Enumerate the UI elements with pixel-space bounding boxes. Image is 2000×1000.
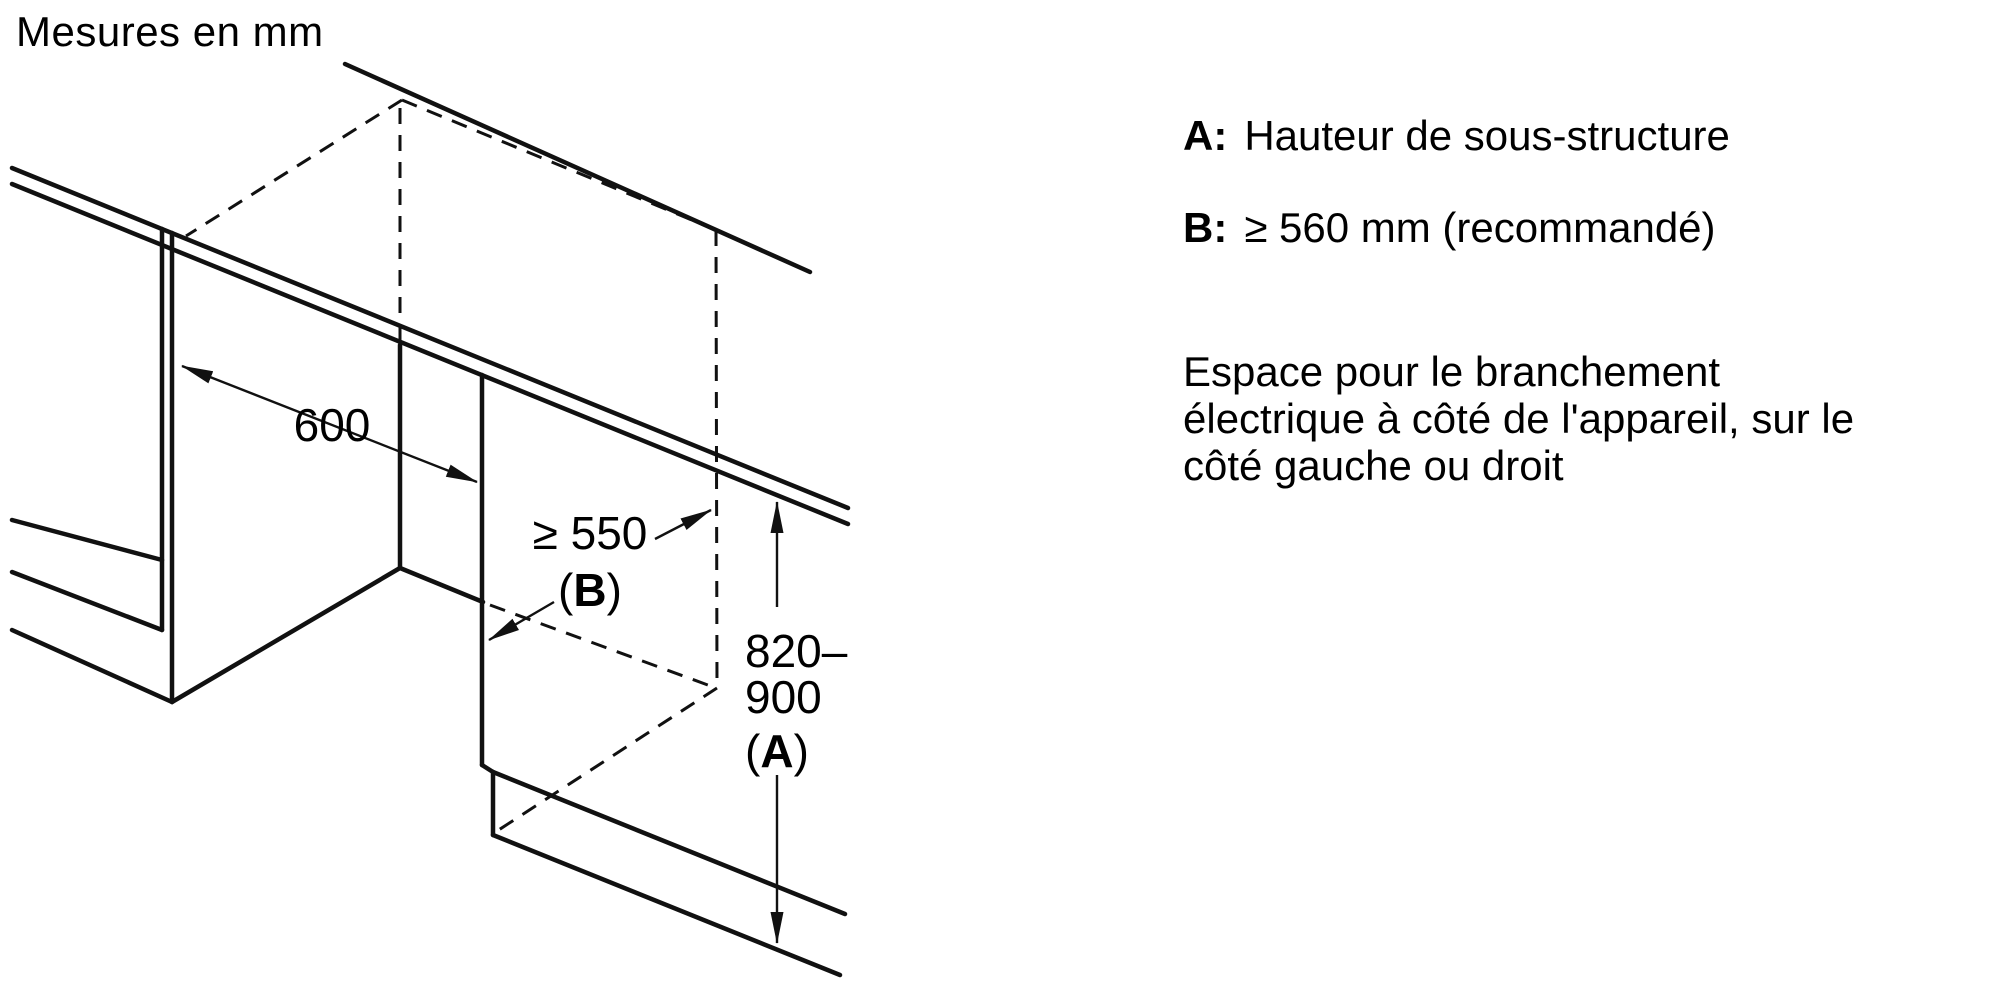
height-ref-letter: A <box>760 725 794 777</box>
note-line-1: Espace pour le branchement <box>1183 348 1720 395</box>
depth-ref-paren-close: ) <box>606 564 622 616</box>
height-ref-paren-open: ( <box>745 725 761 777</box>
depth-ref-label <box>558 564 622 616</box>
niche-right-bottom-hidden-edge <box>494 688 717 833</box>
niche-back-right-hidden-vertical <box>716 230 717 688</box>
dimension-width-600 <box>182 366 477 482</box>
right-panel-bottom-edge <box>493 772 845 914</box>
height-ref-paren-close: ) <box>793 725 809 777</box>
countertop-back-edge <box>345 64 810 272</box>
dimension-height-a <box>745 502 848 943</box>
depth-leader-upper <box>655 510 711 539</box>
left-cabinet-side-bottom-edge <box>12 572 162 630</box>
legend-key-a: A: <box>1183 112 1228 159</box>
right-panel-floor-edge <box>493 835 840 975</box>
depth-ref-paren-open: ( <box>558 564 574 616</box>
height-dimension-label-line2: 900 <box>745 671 822 723</box>
note-line-3: côté gauche ou droit <box>1183 442 1564 489</box>
width-dimension-label: 600 <box>293 399 371 451</box>
niche-back-bottom-edge <box>400 568 483 602</box>
niche-back-bottom-hidden-edge <box>490 605 716 688</box>
countertop-front-top-edge <box>12 168 848 508</box>
height-dimension-label-line1: 820– <box>745 625 848 677</box>
depth-ref-letter: B <box>573 564 607 616</box>
height-ref-label <box>745 725 809 777</box>
left-cabinet-front-bottom-edge <box>12 520 162 560</box>
depth-dimension-label: ≥ 550 <box>532 507 648 559</box>
left-cabinet-plinth-edge <box>12 630 172 702</box>
legend-item-b <box>1183 204 1716 251</box>
niche-hidden-edges <box>186 100 717 833</box>
dimension-depth-b <box>489 507 711 640</box>
niche-left-wall-bottom-edge <box>172 568 400 702</box>
left-cabinet <box>12 229 172 702</box>
niche-top-left-hidden-edge <box>186 100 402 236</box>
connection-space-note <box>1183 348 1854 489</box>
legend-item-a <box>1183 112 1730 159</box>
countertop <box>12 64 848 524</box>
page-title: Mesures en mm <box>16 8 324 55</box>
note-line-2: électrique à côté de l'appareil, sur le <box>1183 395 1855 442</box>
legend-key-b: B: <box>1183 204 1228 251</box>
legend-text-a: Hauteur de sous-structure <box>1244 112 1730 159</box>
legend-text-b: ≥ 560 mm (recommandé) <box>1244 204 1716 251</box>
